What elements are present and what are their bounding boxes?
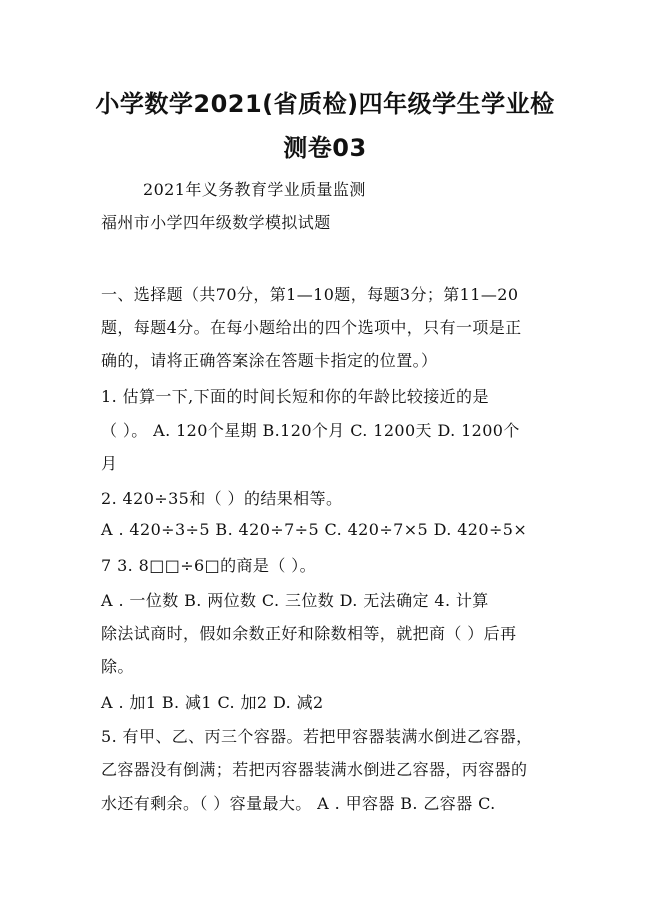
body-line: A . 420÷3÷5 B. 420÷7÷5 C. 420÷7×5 D. 420÷5× (101, 520, 528, 539)
subtitle-line-1: 2021年义务教育学业质量监测 (143, 180, 366, 199)
body-line: 5. 有甲、乙、丙三个容器。若把甲容器装满水倒进乙容器， (101, 727, 533, 746)
body-line: （ ）。 A. 120个星期 B.120个月 C. 1200天 D. 1200个 (101, 421, 520, 440)
body-line: 月 (101, 454, 118, 473)
body-line: 除。 (101, 657, 134, 676)
body-line: A . 加1 B. 减1 C. 加2 D. 减2 (101, 693, 324, 712)
title-line-2: 测卷03 (283, 134, 367, 162)
title-line-1: 小学数学2021(省质检)四年级学生学业检 (95, 90, 555, 118)
body-line: 2. 420÷35和（ ）的结果相等。 (101, 489, 343, 508)
body-line: 确的，请将正确答案涂在答题卡指定的位置。） (101, 351, 438, 370)
body-line: 7 3. 8□□÷6□的商是（ ）。 (101, 556, 317, 575)
body-line: 题，每题4分。在每小题给出的四个选项中，只有一项是正 (101, 318, 522, 337)
body-line: 1. 估算一下,下面的时间长短和你的年龄比较接近的是 (101, 387, 489, 406)
body-line: 一、选择题（共70分，第1—10题，每题3分；第11—20 (101, 285, 519, 304)
body-line: 水还有剩余。（ ）容量最大。 A . 甲容器 B. 乙容器 C. (101, 794, 496, 813)
body-line: 除法试商时，假如余数正好和除数相等，就把商（ ）后再 (101, 624, 517, 643)
body-line: 乙容器没有倒满；若把丙容器装满水倒进乙容器，丙容器的 (101, 760, 528, 779)
body-line: A . 一位数 B. 两位数 C. 三位数 D. 无法确定 4. 计算 (101, 591, 489, 610)
subtitle-line-2: 福州市小学四年级数学模拟试题 (101, 213, 331, 232)
